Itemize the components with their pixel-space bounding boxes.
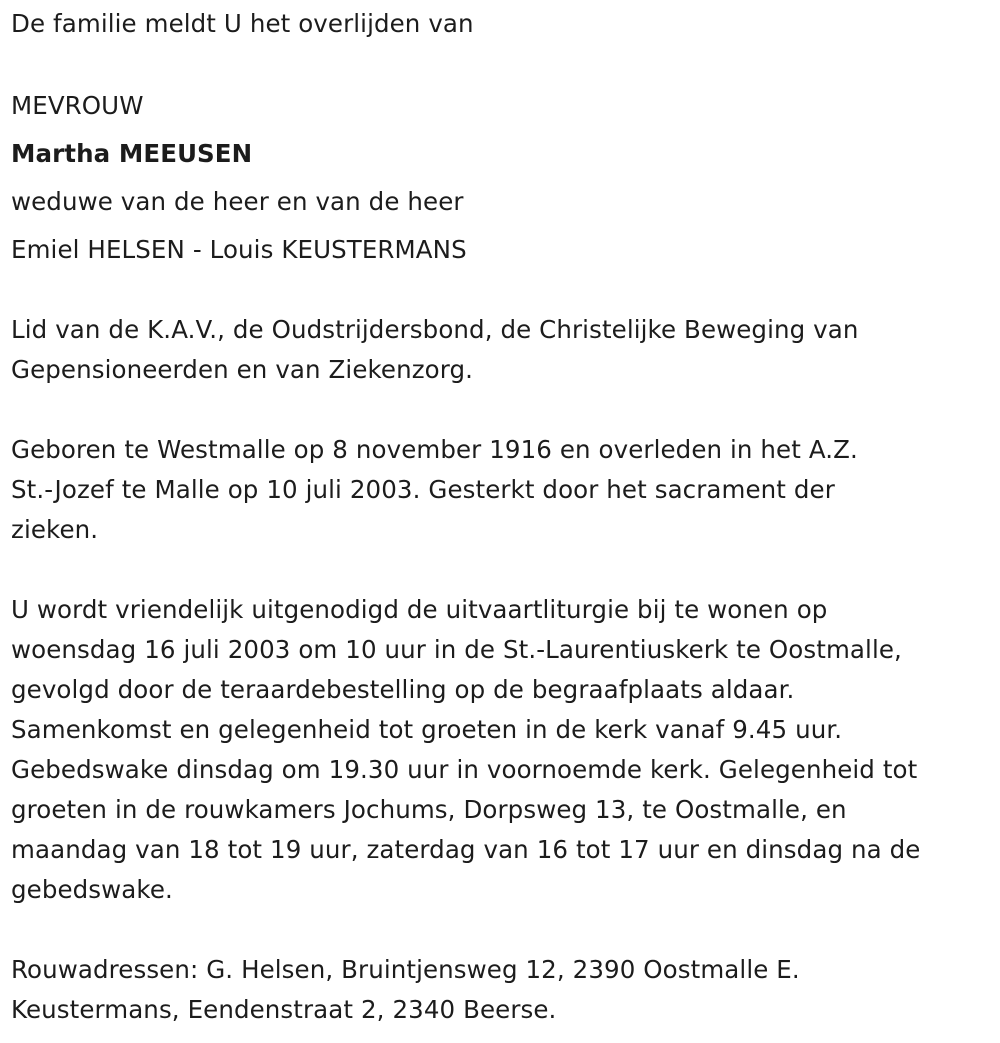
address-line: Keustermans, Eendenstraat 2, 2340 Beerse. — [11, 995, 557, 1024]
birth-death-line: Geboren te Westmalle op 8 november 1916 en overleden in het A.Z. — [11, 435, 858, 464]
funeral-line: U wordt vriendelijk uitgenodigd de uitvaartliturgie bij te wonen op — [11, 595, 828, 624]
address-line: Rouwadressen: G. Helsen, Bruintjensweg 12, 2390 Oostmalle E. — [11, 955, 800, 984]
relation-line: weduwe van de heer en van de heer — [11, 187, 464, 216]
funeral-line: Gebedswake dinsdag om 19.30 uur in voornoemde kerk. Gelegenheid tot — [11, 755, 918, 784]
birth-death-line: zieken. — [11, 515, 99, 544]
funeral-line: maandag van 18 tot 19 uur, zaterdag van 16 tot 17 uur en dinsdag na de — [11, 835, 921, 864]
title-line: MEVROUW — [11, 91, 144, 120]
funeral-line: gebedswake. — [11, 875, 173, 904]
membership-line: Gepensioneerden en van Ziekenzorg. — [11, 355, 474, 384]
membership-line: Lid van de K.A.V., de Oudstrijdersbond, de Christelijke Beweging van — [11, 315, 859, 344]
birth-death-line: St.-Jozef te Malle op 10 juli 2003. Gesterkt door het sacrament der — [11, 475, 835, 504]
funeral-line: woensdag 16 juli 2003 om 10 uur in de St.-Laurentiuskerk te Oostmalle, — [11, 635, 902, 664]
funeral-line: groeten in de rouwkamers Jochums, Dorpsweg 13, te Oostmalle, en — [11, 795, 847, 824]
deceased-name: Martha MEEUSEN — [11, 139, 253, 168]
funeral-line: Samenkomst en gelegenheid tot groeten in de kerk vanaf 9.45 uur. — [11, 715, 843, 744]
spouses-line: Emiel HELSEN - Louis KEUSTERMANS — [11, 235, 467, 264]
intro-line: De familie meldt U het overlijden van — [11, 9, 474, 38]
funeral-line: gevolgd door de teraardebestelling op de begraafplaats aldaar. — [11, 675, 795, 704]
